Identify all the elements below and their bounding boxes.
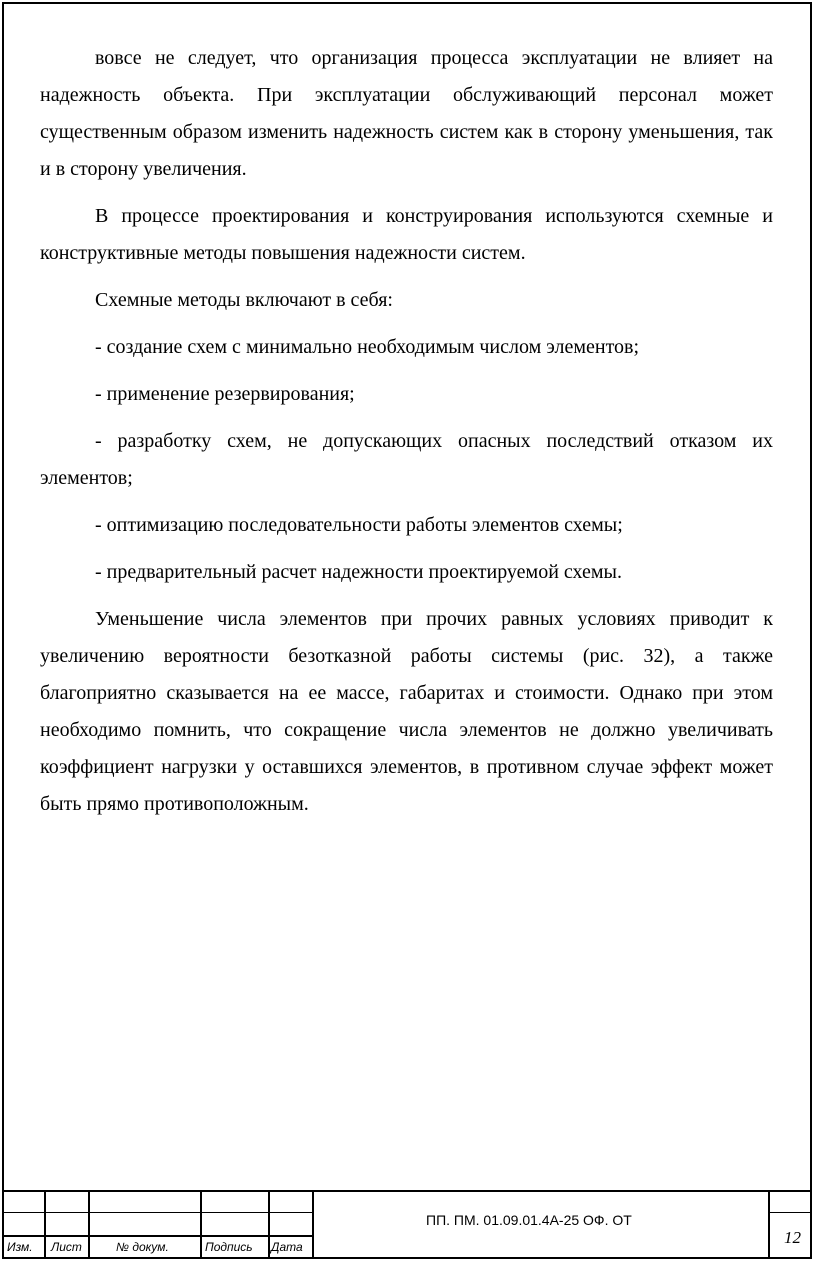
- title-block: [2, 1190, 812, 1259]
- sheet-number: 12: [784, 1228, 801, 1247]
- stamp-label-doc-no: № докум.: [116, 1240, 169, 1254]
- stamp-divider: [200, 1192, 202, 1259]
- stamp-divider: [268, 1192, 270, 1259]
- document-code: ПП. ПМ. 01.09.01.4А-25 ОФ. ОТ: [426, 1212, 632, 1228]
- document-body: [40, 40, 773, 833]
- list-item-5: - предварительный расчет надежности проектируемой схемы.: [95, 561, 622, 583]
- stamp-label-izm: Изм.: [7, 1240, 33, 1254]
- paragraph-1: вовсе не следует, что организация процесса эксплуатации не влияет на надежность объекта. При эксплуатации обслуживающий персонал может существенным образом изменить надежность систем как в сторону уменьшения, так и в сторону увеличения.: [40, 47, 773, 180]
- stamp-divider: [312, 1192, 314, 1259]
- stamp-divider: [44, 1192, 46, 1259]
- list-item-4: - оптимизацию последовательности работы элементов схемы;: [95, 514, 623, 536]
- stamp-row-line: [768, 1212, 812, 1213]
- stamp-label-date: Дата: [271, 1240, 303, 1254]
- stamp-divider: [88, 1192, 90, 1259]
- paragraph-2: В процессе проектирования и конструирования используются схемные и конструктивные методы повышения надежности систем.: [40, 205, 773, 264]
- list-item-2: - применение резервирования;: [95, 383, 355, 405]
- stamp-divider: [768, 1192, 770, 1259]
- stamp-label-signature: Подпись: [205, 1240, 253, 1254]
- stamp-row-line: [2, 1212, 312, 1213]
- paragraph-4: Уменьшение числа элементов при прочих равных условиях приводит к увеличению вероятности безотказной работы системы (рис. 32), а также благоприятно сказывается на ее массе, габаритах и стоимости. Однако при этом необходимо помнить, что сокращение числа элементов не должно увеличивать коэффициент нагрузки у оставшихся элементов, в противном случае эффект может быть прямо противоположным.: [40, 608, 773, 815]
- stamp-row-line: [2, 1235, 312, 1237]
- list-item-3: - разработку схем, не допускающих опасных последствий отказом их элементов;: [40, 430, 773, 489]
- paragraph-3: Схемные методы включают в себя:: [95, 289, 393, 311]
- list-item-1: - создание схем с минимально необходимым числом элементов;: [95, 336, 640, 358]
- stamp-label-list: Лист: [51, 1240, 82, 1254]
